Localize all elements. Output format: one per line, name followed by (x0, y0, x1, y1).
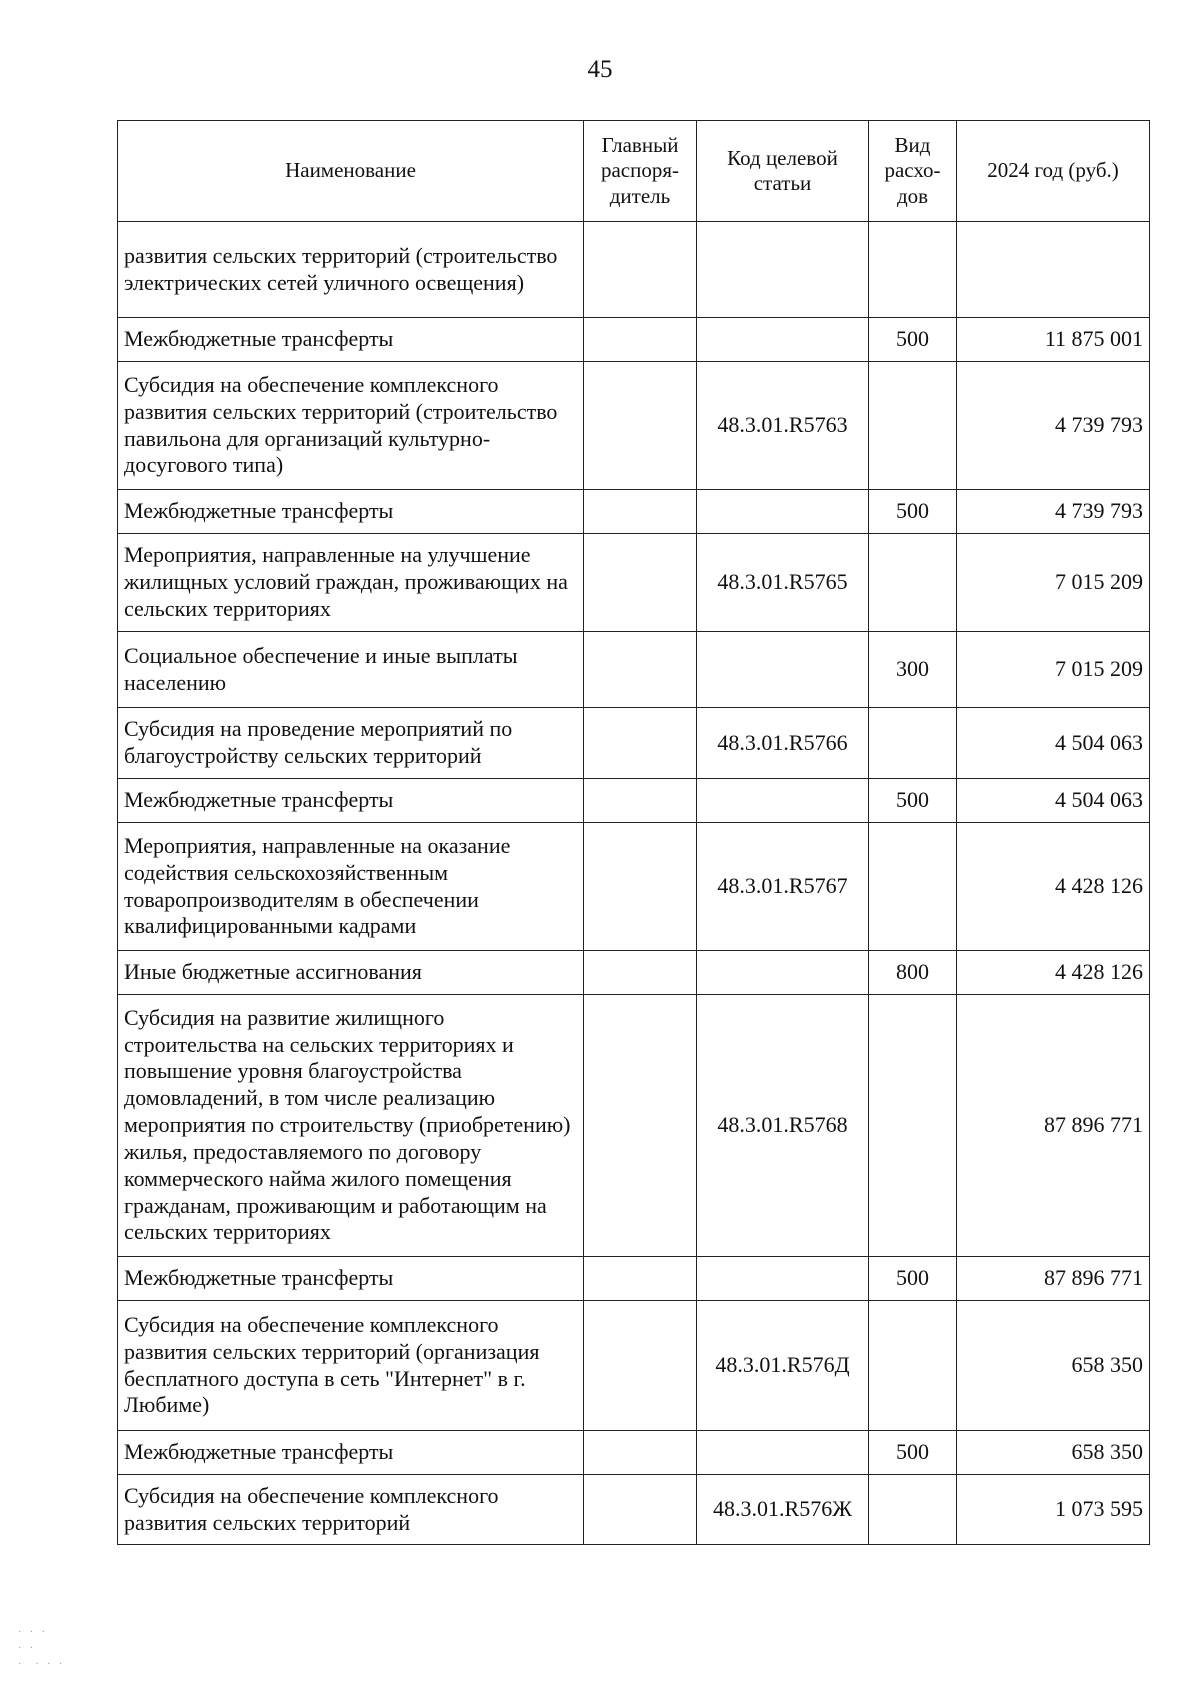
row-sum: 4 504 063 (957, 708, 1150, 779)
table-row (118, 534, 1150, 632)
row-vid (869, 823, 957, 951)
row-name: Межбюджетные трансферты (118, 1257, 584, 1301)
row-name: Субсидия на проведение мероприятий по благоустройству сельских территорий (118, 708, 584, 779)
row-vid (869, 1301, 957, 1431)
row-vid: 300 (869, 632, 957, 708)
table-body (118, 222, 1150, 1545)
row-glav (584, 708, 697, 779)
table-header (118, 121, 1150, 222)
scan-artifact: · · · · · · · · · (18, 1627, 66, 1670)
row-glav (584, 823, 697, 951)
header-row (118, 121, 1150, 222)
row-name: Субсидия на обеспечение комплексного развития сельских территорий (118, 1475, 584, 1545)
row-sum: 11 875 001 (957, 318, 1150, 362)
row-sum: 658 350 (957, 1431, 1150, 1475)
row-vid (869, 1475, 957, 1545)
row-sum: 4 504 063 (957, 779, 1150, 823)
row-glav (584, 318, 697, 362)
row-sum: 87 896 771 (957, 1257, 1150, 1301)
row-vid (869, 534, 957, 632)
row-sum: 4 428 126 (957, 823, 1150, 951)
table-row (118, 222, 1150, 318)
row-code (697, 1431, 869, 1475)
row-glav (584, 779, 697, 823)
row-code (697, 222, 869, 318)
row-name: Мероприятия, направленные на улучшение жилищных условий граждан, проживающих на сельских территориях (118, 534, 584, 632)
row-sum: 7 015 209 (957, 632, 1150, 708)
row-glav (584, 362, 697, 490)
row-code (697, 490, 869, 534)
row-sum: 87 896 771 (957, 995, 1150, 1257)
row-code: 48.3.01.R5768 (697, 995, 869, 1257)
row-glav (584, 1257, 697, 1301)
table-row (118, 951, 1150, 995)
row-glav (584, 1475, 697, 1545)
row-vid (869, 222, 957, 318)
row-vid: 500 (869, 779, 957, 823)
header-glav: Главный распоря-дитель (584, 121, 697, 222)
row-name: Субсидия на обеспечение комплексного развития сельских территорий (организация бесплатного доступа в сеть "Интернет" в г. Любиме) (118, 1301, 584, 1431)
row-code (697, 779, 869, 823)
header-sum: 2024 год (руб.) (957, 121, 1150, 222)
table-row (118, 1301, 1150, 1431)
table-row (118, 318, 1150, 362)
row-sum: 4 739 793 (957, 490, 1150, 534)
row-vid (869, 995, 957, 1257)
row-glav (584, 951, 697, 995)
table-row (118, 490, 1150, 534)
row-vid: 500 (869, 490, 957, 534)
table-row (118, 1475, 1150, 1545)
table-row (118, 779, 1150, 823)
row-code: 48.3.01.R5765 (697, 534, 869, 632)
row-name: Субсидия на развитие жилищного строительства на сельских территориях и повышение уровня благоустройства домовладений, в том числе реализацию мероприятия по строительству (приобретению) жилья, предоставляемого по договору коммерческого найма жилого помещения гражданам, проживающим и работающим на сельских территориях (118, 995, 584, 1257)
header-vid: Вид расхо-дов (869, 121, 957, 222)
budget-table (117, 120, 1150, 1545)
row-glav (584, 1431, 697, 1475)
row-sum: 4 739 793 (957, 362, 1150, 490)
row-code (697, 318, 869, 362)
table-row (118, 1431, 1150, 1475)
row-glav (584, 995, 697, 1257)
row-code: 48.3.01.R5763 (697, 362, 869, 490)
row-vid: 500 (869, 318, 957, 362)
row-vid (869, 708, 957, 779)
row-code: 48.3.01.R576Ж (697, 1475, 869, 1545)
row-sum: 1 073 595 (957, 1475, 1150, 1545)
row-name: Социальное обеспечение и иные выплаты населению (118, 632, 584, 708)
row-vid: 500 (869, 1431, 957, 1475)
row-sum: 658 350 (957, 1301, 1150, 1431)
row-sum: 7 015 209 (957, 534, 1150, 632)
row-glav (584, 534, 697, 632)
table-row (118, 362, 1150, 490)
row-code: 48.3.01.R5767 (697, 823, 869, 951)
table-row (118, 632, 1150, 708)
row-code: 48.3.01.R5766 (697, 708, 869, 779)
table-row (118, 823, 1150, 951)
row-vid: 800 (869, 951, 957, 995)
row-code: 48.3.01.R576Д (697, 1301, 869, 1431)
row-name: Иные бюджетные ассигнования (118, 951, 584, 995)
row-name: Межбюджетные трансферты (118, 779, 584, 823)
page-number: 45 (587, 56, 613, 83)
row-vid (869, 362, 957, 490)
table-row (118, 995, 1150, 1257)
header-name: Наименование (118, 121, 584, 222)
row-sum (957, 222, 1150, 318)
row-glav (584, 1301, 697, 1431)
row-sum: 4 428 126 (957, 951, 1150, 995)
row-glav (584, 632, 697, 708)
row-name: развития сельских территорий (строительство электрических сетей уличного освещения) (118, 222, 584, 318)
row-vid: 500 (869, 1257, 957, 1301)
row-name: Субсидия на обеспечение комплексного развития сельских территорий (строительство павильона для организаций культурно-досугового типа) (118, 362, 584, 490)
table-row (118, 1257, 1150, 1301)
row-name: Межбюджетные трансферты (118, 490, 584, 534)
row-name: Межбюджетные трансферты (118, 1431, 584, 1475)
row-glav (584, 222, 697, 318)
header-code: Код целевой статьи (697, 121, 869, 222)
row-name: Межбюджетные трансферты (118, 318, 584, 362)
row-code (697, 632, 869, 708)
row-code (697, 1257, 869, 1301)
row-name: Мероприятия, направленные на оказание содействия сельскохозяйственным товаропроизводителям в обеспечении квалифицированными кадрами (118, 823, 584, 951)
row-glav (584, 490, 697, 534)
table-row (118, 708, 1150, 779)
row-code (697, 951, 869, 995)
